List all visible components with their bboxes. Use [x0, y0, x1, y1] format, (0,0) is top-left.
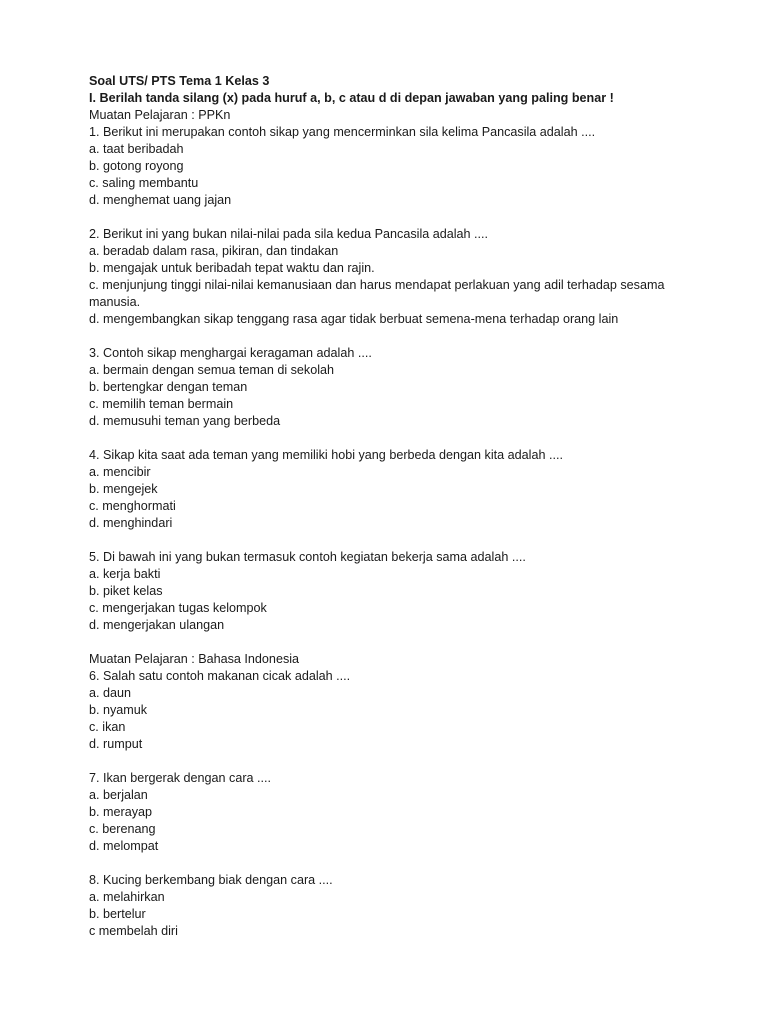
question-7: [89, 770, 689, 855]
option-c: c. saling membantu: [89, 176, 199, 190]
question-text: 5. Di bawah ini yang bukan termasuk contoh kegiatan bekerja sama adalah ....: [89, 550, 526, 564]
question-5: [89, 549, 689, 634]
question-3: [89, 345, 689, 430]
option-c: c. menjunjung tinggi nilai-nilai kemanusiaan dan harus mendapat perlakuan yang adil terhadap sesama manusia.: [89, 278, 665, 309]
option-a: a. daun: [89, 686, 132, 700]
option-b: b. nyamuk: [89, 703, 148, 717]
option-c: c. memilih teman bermain: [89, 397, 234, 411]
option-d: d. mengembangkan sikap tenggang rasa agar tidak berbuat semena-mena terhadap orang lain: [89, 312, 619, 326]
question-text: 6. Salah satu contoh makanan cicak adalah ....: [89, 669, 351, 683]
question-text: 1. Berikut ini merupakan contoh sikap yang mencerminkan sila kelima Pancasila adalah ....: [89, 125, 596, 139]
option-b: b. merayap: [89, 805, 152, 819]
question-8: [89, 872, 689, 940]
section-label-ppkn: Muatan Pelajaran : PPKn: [89, 108, 231, 122]
option-c: c membelah diri: [89, 924, 178, 938]
question-text: 3. Contoh sikap menghargai keragaman adalah ....: [89, 346, 372, 360]
option-a: a. beradab dalam rasa, pikiran, dan tindakan: [89, 244, 339, 258]
question-2: [89, 226, 689, 328]
question-text: 8. Kucing berkembang biak dengan cara ....: [89, 873, 333, 887]
option-a: a. kerja bakti: [89, 567, 161, 581]
option-b: b. piket kelas: [89, 584, 163, 598]
question-text: 2. Berikut ini yang bukan nilai-nilai pada sila kedua Pancasila adalah ....: [89, 227, 489, 241]
option-d: d. rumput: [89, 737, 143, 751]
option-d: d. memusuhi teman yang berbeda: [89, 414, 281, 428]
option-d: d. melompat: [89, 839, 159, 853]
option-c: c. berenang: [89, 822, 156, 836]
question-4: [89, 447, 689, 532]
spacer: [89, 753, 689, 770]
option-a: a. mencibir: [89, 465, 151, 479]
option-b: b. mengejek: [89, 482, 158, 496]
option-c: c. ikan: [89, 720, 126, 734]
option-b: b. bertelur: [89, 907, 146, 921]
option-a: a. taat beribadah: [89, 142, 184, 156]
spacer: [89, 855, 689, 872]
option-b: b. bertengkar dengan teman: [89, 380, 248, 394]
instruction-text: I. Berilah tanda silang (x) pada huruf a, b, c atau d di depan jawaban yang paling benar !: [89, 91, 614, 105]
option-a: a. berjalan: [89, 788, 148, 802]
spacer: [89, 430, 689, 447]
spacer: [89, 328, 689, 345]
option-c: c. menghormati: [89, 499, 176, 513]
question-text: 4. Sikap kita saat ada teman yang memiliki hobi yang berbeda dengan kita adalah ....: [89, 448, 563, 462]
spacer: [89, 634, 689, 651]
option-d: d. mengerjakan ulangan: [89, 618, 225, 632]
spacer: [89, 532, 689, 549]
question-text: 7. Ikan bergerak dengan cara ....: [89, 771, 272, 785]
option-c: c. mengerjakan tugas kelompok: [89, 601, 267, 615]
option-b: b. gotong royong: [89, 159, 184, 173]
option-b: b. mengajak untuk beribadah tepat waktu dan rajin.: [89, 261, 375, 275]
section-label-bahasa-indonesia: Muatan Pelajaran : Bahasa Indonesia: [89, 652, 300, 666]
document-title: Soal UTS/ PTS Tema 1 Kelas 3: [89, 74, 270, 88]
spacer: [89, 209, 689, 226]
option-d: d. menghemat uang jajan: [89, 193, 232, 207]
question-1: [89, 124, 689, 209]
option-a: a. melahirkan: [89, 890, 165, 904]
option-a: a. bermain dengan semua teman di sekolah: [89, 363, 335, 377]
document-page: [89, 73, 689, 940]
option-d: d. menghindari: [89, 516, 173, 530]
question-6: [89, 668, 689, 753]
